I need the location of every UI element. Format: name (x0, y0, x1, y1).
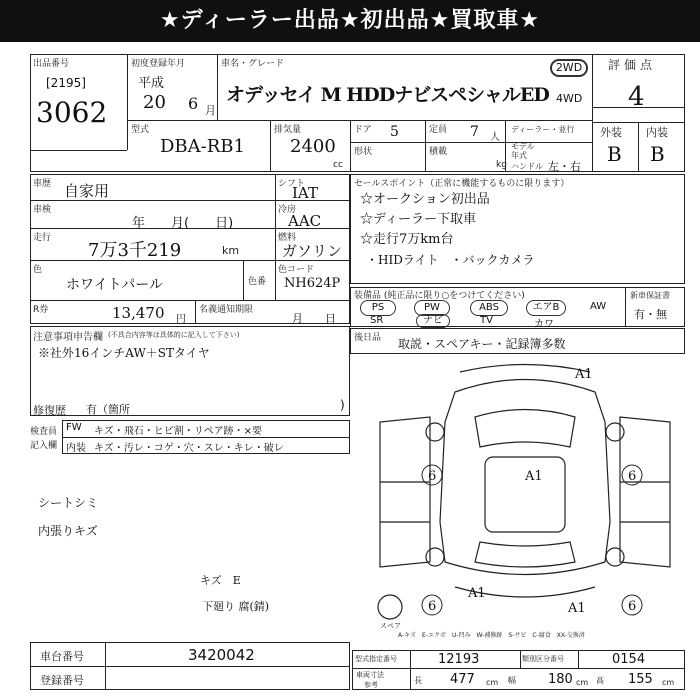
color-code-label: 色コード (278, 265, 315, 275)
warranty-label: 新車保証書 (630, 291, 670, 300)
reg-month: 6 (188, 94, 199, 113)
tire-mark: 6 (628, 599, 637, 614)
selling-points-list (360, 190, 534, 270)
equipment-label: 装備品 (純正品に限り○をつけてください) (354, 291, 525, 301)
repair-value: 有（箇所 (86, 403, 130, 416)
damage-mark: A1 (525, 469, 543, 484)
inspector-label-2: 記入欄 (30, 441, 58, 451)
equip-tv: TV (480, 315, 493, 326)
color-code-value: NH624P (284, 276, 341, 291)
type-no-value: 12193 (438, 652, 480, 667)
selling-points-label: セールスポイント（正常に機能するものに限ります） (354, 179, 570, 189)
shift-value: IAT (292, 184, 318, 202)
hgt-label: 高 (596, 676, 604, 685)
equip-sr: SR (370, 315, 384, 326)
chassis-value: 3420042 (188, 646, 255, 664)
equip-pw: PW (414, 300, 450, 316)
selling-point: ・HIDライト ・バックカメラ (366, 253, 535, 267)
equip-aw: AW (590, 301, 607, 312)
int-label: 内装 (646, 126, 668, 139)
notice-value: 月 日 (292, 312, 336, 325)
inspector-fw-items: キズ・飛石・ヒビ割・リペア跡・×要 (94, 426, 262, 437)
dim-label: 車両寸法 (356, 671, 384, 679)
disp-label: 排気量 (274, 125, 302, 135)
ext-grade: B (607, 142, 622, 166)
r-value: 13,470 (112, 304, 165, 322)
chassis-label: 車台番号 (40, 650, 84, 663)
equip-airbag: エアB (526, 300, 566, 316)
mileage-value: 7万3千219 (88, 240, 182, 261)
seats-label: 定員 (429, 125, 448, 135)
len-label: 長 (414, 676, 422, 685)
model-grade-label: 車名・グレード (221, 59, 285, 69)
spare-label: スペア (380, 622, 401, 630)
lot-label: 出品番号 (33, 59, 70, 69)
seats-unit: 人 (490, 132, 500, 143)
repair-close: ) (340, 398, 345, 412)
handle-value: 左・右 (548, 160, 581, 173)
ac-label: 冷房 (278, 205, 297, 215)
lot-number: 3062 (36, 96, 108, 129)
note-seat-stain: シートシミ (38, 496, 99, 510)
inspector-label-1: 検査員 (30, 427, 58, 437)
equip-navi: ナビ (416, 314, 450, 328)
history-label: 車歴 (33, 179, 52, 189)
damage-mark: A1 (468, 586, 486, 601)
selling-point: ☆走行7万km台 (360, 232, 454, 247)
wid-label: 幅 (508, 676, 516, 685)
caution-label: 注意事項申告欄 (33, 332, 103, 343)
disp-value: 2400 (290, 136, 336, 157)
r-label: R券 (33, 305, 49, 315)
color-no-label: 色番 (248, 277, 267, 287)
tire-mark: 6 (428, 599, 437, 614)
equip-abs: ABS (470, 300, 508, 316)
inspector-interior-items: キズ・汚レ・コゲ・穴・スレ・キレ・破レ (94, 443, 284, 454)
note-underbody: 下廻り 腐(錆) (202, 600, 270, 613)
selling-point: ☆オークション初出品 (360, 192, 490, 207)
load-label: 積載 (429, 147, 448, 157)
tire-mark: 6 (628, 469, 637, 484)
fuel-label: 燃料 (278, 233, 297, 243)
ext-label: 外装 (600, 126, 622, 139)
len-value: 477 (450, 672, 475, 687)
note-lining-scratch: 内張りキズ (38, 524, 98, 538)
yen-unit: 円 (176, 314, 186, 325)
dealer-banner: ★ディーラー出品★初出品★買取車★ (0, 0, 700, 42)
km-unit: km (222, 244, 240, 257)
warranty-value: 有・無 (634, 308, 667, 321)
rear-items-value: 取説・スペアキー・記録簿多数 (398, 337, 566, 351)
first-reg-label: 初度登録年月 (131, 59, 186, 69)
doors-label: ドア (354, 125, 372, 135)
dealer-label: ディーラー・並行 (511, 125, 575, 134)
cm-unit-2: cm (576, 678, 589, 687)
cat-value: 0154 (612, 652, 646, 667)
month-unit: 月 (205, 104, 216, 117)
type-value: DBA-RB1 (160, 136, 245, 157)
drive-4wd: 4WD (556, 92, 583, 105)
score-value: 4 (628, 82, 645, 112)
seats-value: 7 (470, 124, 479, 140)
type-no-label: 型式指定番号 (355, 655, 397, 663)
history-value: 自家用 (64, 182, 110, 200)
wid-value: 180 (548, 672, 573, 687)
damage-mark: A1 (575, 367, 593, 382)
damage-legend: A-キズ E-エクボ U-凹み W-補修跡 S-サビ C-腐食 XX-交換済 (398, 632, 585, 639)
rear-items-label: 後日品 (354, 333, 382, 343)
repair-label: 修復歴 (33, 404, 66, 417)
handle-label: ハンドル (511, 162, 543, 171)
kg-unit: kg (496, 160, 507, 170)
model-year-label: モデル年式 (511, 142, 535, 160)
ac-value: AAC (288, 212, 322, 230)
reg-year: 20 (143, 92, 166, 113)
score-label: 評価点 (608, 58, 657, 72)
equip-ps: PS (360, 300, 396, 316)
caution-sub: (不具合内容等は具体的に記入して下さい) (108, 331, 240, 339)
note-scratch-e: キズ E (200, 574, 241, 587)
cm-unit-1: cm (486, 678, 499, 687)
shaken-value: 年 月( 日) (132, 216, 234, 231)
doors-value: 5 (390, 124, 399, 140)
int-grade: B (650, 142, 665, 166)
color-value: ホワイトパール (66, 277, 164, 293)
tire-mark: 6 (428, 469, 437, 484)
equip-leather: カワ (534, 319, 554, 330)
shaken-label: 車検 (33, 205, 52, 215)
disp-unit: cc (333, 160, 343, 170)
shape-label: 形状 (354, 147, 373, 157)
damage-mark: A1 (568, 601, 586, 616)
model-grade: オデッセイ M HDDナビスペシャルED (226, 84, 549, 106)
caution-note: ※社外16インチAW＋STタイヤ (38, 346, 210, 360)
mileage-label: 走行 (33, 233, 52, 243)
lot-sub: [2195] (46, 76, 86, 90)
selling-point: ☆ディーラー下取車 (360, 212, 476, 227)
reg-label: 登録番号 (40, 674, 84, 687)
type-label: 型式 (131, 125, 150, 135)
auction-sheet (0, 42, 700, 700)
cat-label: 類別区分番号 (522, 655, 564, 663)
cm-unit-3: cm (662, 678, 675, 687)
notice-label: 名義通知期限 (199, 305, 254, 315)
hgt-value: 155 (628, 672, 653, 687)
era: 平成 (138, 76, 165, 91)
fuel-value: ガソリン (282, 242, 343, 260)
drive-2wd-circle: 2WD (550, 59, 588, 77)
car-damage-diagram (360, 362, 690, 632)
color-label: 色 (33, 265, 43, 275)
shift-label: シフト (278, 179, 306, 189)
ref-label: 参考 (364, 681, 378, 689)
inspector-fw: FW (66, 422, 82, 433)
inspector-interior: 内装 (66, 443, 86, 454)
